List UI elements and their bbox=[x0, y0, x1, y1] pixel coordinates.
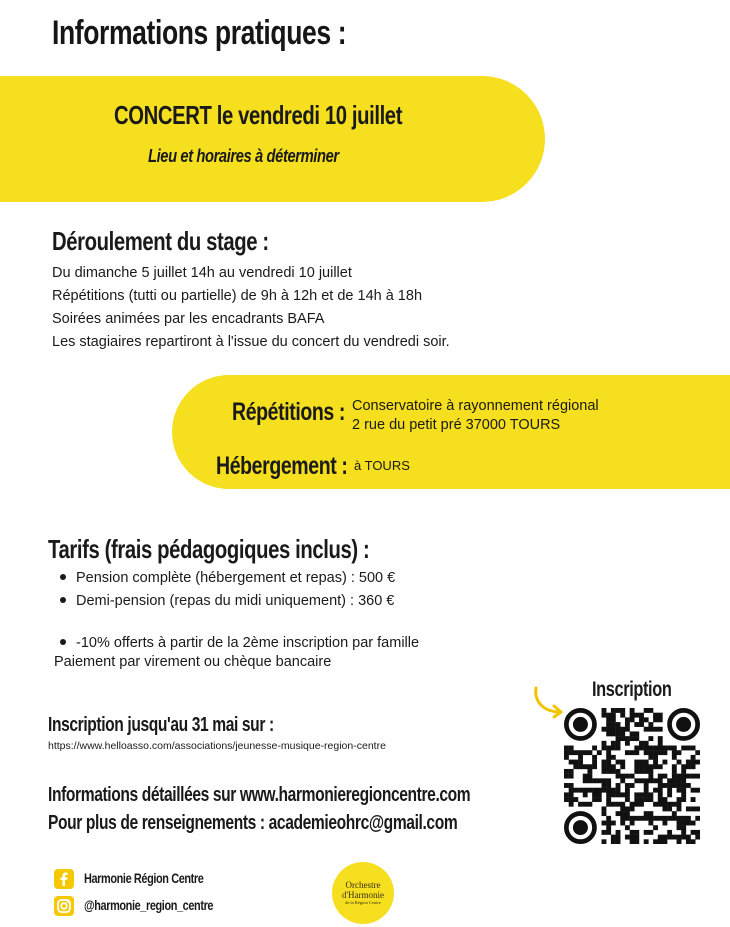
concert-subtitle: Lieu et horaires à déterminer bbox=[148, 146, 339, 166]
logo-line: de la Région Centre bbox=[345, 899, 381, 905]
orchestre-logo bbox=[332, 862, 394, 924]
tarif-item bbox=[56, 570, 395, 586]
tarif-item bbox=[56, 635, 419, 651]
paiement-text: Paiement par virement ou chèque bancaire bbox=[54, 654, 332, 670]
instagram-icon[interactable] bbox=[54, 896, 74, 916]
deroulement-line: Répétitions (tutti ou partielle) de 9h à 12h et de 14h à 18h bbox=[52, 288, 423, 304]
deroulement-line: Soirées animées par les encadrants BAFA bbox=[52, 311, 325, 327]
deroulement-text bbox=[52, 262, 450, 354]
deroulement-line: Du dimanche 5 juillet 14h au vendredi 10 juillet bbox=[52, 265, 352, 281]
bullet bbox=[60, 597, 66, 603]
repetitions-label: Répétitions : bbox=[232, 398, 346, 426]
deroulement-heading: Déroulement du stage : bbox=[52, 226, 269, 256]
bullet bbox=[60, 574, 66, 580]
inscription-url[interactable]: https://www.helloasso.com/associations/jeunesse-musique-region-centre bbox=[48, 740, 386, 752]
concert-banner bbox=[0, 76, 545, 202]
deroulement-line: Les stagiaires repartiront à l'issue du concert du vendredi soir. bbox=[52, 334, 450, 350]
logo-line: Orchestre bbox=[345, 879, 381, 890]
qr-label: Inscription bbox=[592, 678, 672, 701]
repetitions-address: 2 rue du petit pré 37000 TOURS bbox=[352, 417, 561, 433]
hebergement-value: à TOURS bbox=[354, 458, 410, 473]
instagram-handle[interactable]: @harmonie_region_centre bbox=[84, 897, 214, 913]
facebook-icon[interactable] bbox=[54, 869, 74, 889]
page-title: Informations pratiques : bbox=[52, 14, 347, 52]
facebook-handle[interactable]: Harmonie Région Centre bbox=[84, 870, 204, 886]
tarif-item bbox=[56, 593, 394, 609]
tarif-text: Demi-pension (repas du midi uniquement) : 360 € bbox=[76, 593, 395, 609]
inscription-heading: Inscription jusqu'au 31 mai sur : bbox=[48, 714, 274, 736]
tarifs-heading: Tarifs (frais pédagogiques inclus) : bbox=[48, 534, 370, 564]
info-email: Pour plus de renseignements : academieohrc@gmail.com bbox=[48, 812, 458, 834]
tarif-text: Pension complète (hébergement et repas) : 500 € bbox=[76, 570, 396, 586]
info-website: Informations détaillées sur www.harmonieregioncentre.com bbox=[48, 784, 471, 806]
concert-title: CONCERT le vendredi 10 juillet bbox=[114, 100, 403, 130]
logo-line: d'Harmonie bbox=[341, 889, 385, 900]
tarif-text: -10% offerts à partir de la 2ème inscription par famille bbox=[76, 635, 420, 651]
repetitions-venue: Conservatoire à rayonnement régional bbox=[352, 398, 599, 414]
hebergement-label: Hébergement : bbox=[216, 452, 348, 480]
qr-code[interactable] bbox=[564, 708, 700, 844]
bullet bbox=[60, 639, 66, 645]
